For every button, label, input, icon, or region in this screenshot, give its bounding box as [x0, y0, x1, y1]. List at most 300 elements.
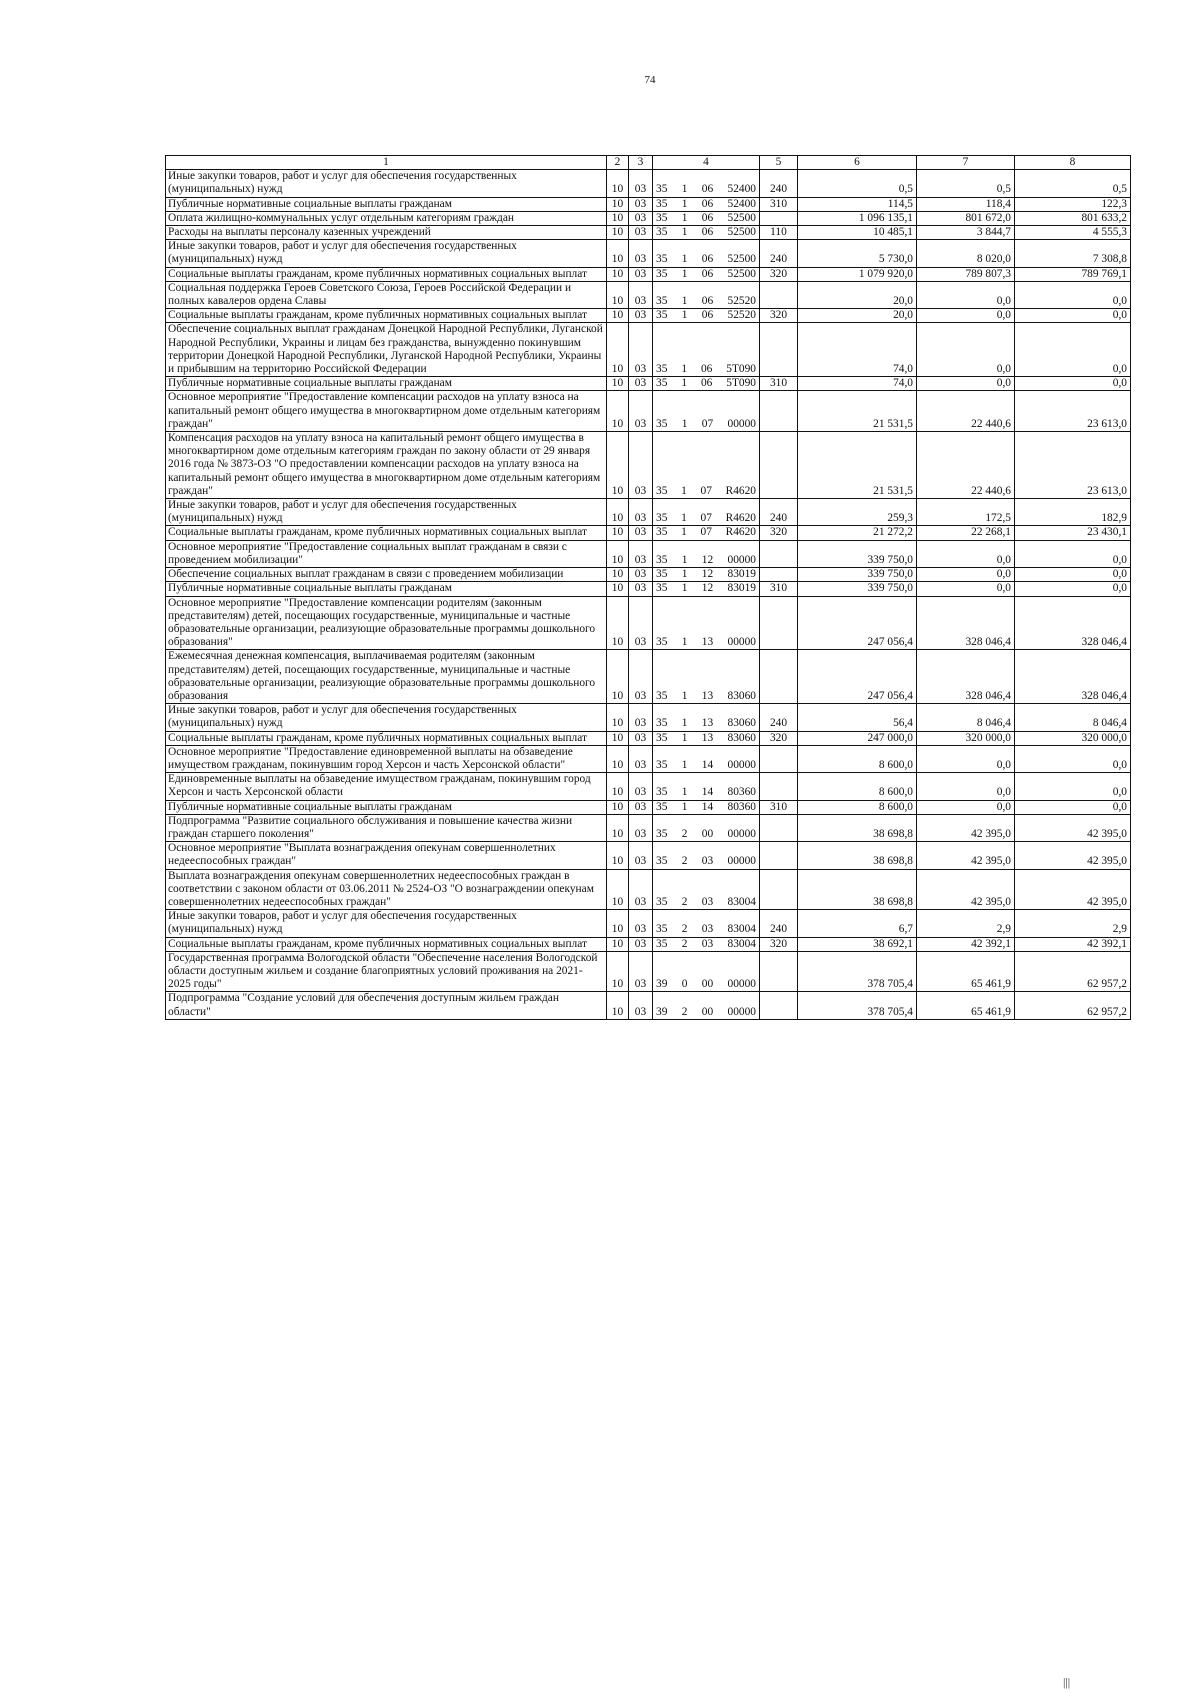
row-value-col6: 339 750,0 — [798, 540, 917, 567]
row-podrazdel: 03 — [629, 240, 653, 267]
row-razdel: 10 — [607, 731, 629, 745]
row-podrazdel: 03 — [629, 391, 653, 432]
kcsr-subprogram: 1 — [681, 377, 688, 390]
kcsr-direction: 00000 — [727, 553, 756, 566]
kcsr-program: 35 — [656, 717, 668, 730]
row-value-col7: 789 807,3 — [917, 267, 1015, 281]
row-target-article — [653, 323, 760, 377]
row-value-col7: 328 046,4 — [917, 596, 1015, 650]
row-value-col7: 801 672,0 — [917, 211, 1015, 225]
row-value-col6: 1 079 920,0 — [798, 267, 917, 281]
row-value-col8: 42 395,0 — [1015, 869, 1131, 910]
row-razdel: 10 — [607, 240, 629, 267]
row-value-col7: 42 395,0 — [917, 814, 1015, 841]
kcsr-measure: 03 — [701, 855, 714, 868]
table-row — [166, 800, 1131, 814]
kcsr-subprogram: 2 — [681, 855, 688, 868]
row-podrazdel: 03 — [629, 704, 653, 731]
row-value-col7: 2,9 — [917, 910, 1015, 937]
kcsr-direction: R4620 — [725, 526, 756, 539]
kcsr-program: 35 — [656, 786, 668, 799]
row-name: Основное мероприятие "Предоставление компенсации расходов на уплату взноса на капитальный ремонт общего имущества в многоквартирном доме отдельным категориям граждан" — [166, 391, 607, 432]
row-target-article — [653, 170, 760, 197]
row-podrazdel: 03 — [629, 432, 653, 499]
row-value-col6: 247 056,4 — [798, 596, 917, 650]
row-name: Иные закупки товаров, работ и услуг для обеспечения государственных (муниципальных) нужд — [166, 499, 607, 526]
header-cell: 1 — [166, 156, 607, 170]
row-target-article — [653, 650, 760, 704]
kcsr-program: 35 — [656, 253, 668, 266]
row-expense-type — [760, 391, 798, 432]
row-value-col7: 0,0 — [917, 582, 1015, 596]
row-razdel: 10 — [607, 842, 629, 869]
kcsr-measure: 07 — [700, 512, 712, 525]
row-value-col6: 21 272,2 — [798, 526, 917, 540]
kcsr-subprogram: 2 — [681, 937, 688, 950]
row-name: Публичные нормативные социальные выплаты гражданам — [166, 197, 607, 211]
kcsr-measure: 06 — [700, 363, 713, 376]
kcsr-subprogram: 1 — [681, 267, 688, 280]
kcsr-direction: 52400 — [727, 197, 756, 210]
kcsr-subprogram: 1 — [681, 526, 687, 539]
table-row — [166, 745, 1131, 772]
row-name: Подпрограмма "Развитие социального обслуживания и повышение качества жизни граждан старшего поколения" — [166, 814, 607, 841]
table-row — [166, 197, 1131, 211]
row-podrazdel: 03 — [629, 992, 653, 1019]
row-value-col7: 8 046,4 — [917, 704, 1015, 731]
row-value-col7: 0,0 — [917, 281, 1015, 308]
row-value-col7: 8 020,0 — [917, 240, 1015, 267]
row-razdel: 10 — [607, 582, 629, 596]
row-target-article — [653, 992, 760, 1019]
kcsr-subprogram: 1 — [681, 512, 687, 525]
row-value-col8: 0,0 — [1015, 568, 1131, 582]
row-value-col6: 56,4 — [798, 704, 917, 731]
kcsr-subprogram: 1 — [681, 211, 688, 224]
kcsr-subprogram: 1 — [681, 417, 688, 430]
table-row — [166, 842, 1131, 869]
kcsr-direction: 00000 — [727, 636, 756, 649]
row-podrazdel: 03 — [629, 540, 653, 567]
row-podrazdel: 03 — [629, 226, 653, 240]
row-name: Социальные выплаты гражданам, кроме публичных нормативных социальных выплат — [166, 731, 607, 745]
row-expense-type: 320 — [760, 526, 798, 540]
kcsr-program: 35 — [656, 211, 668, 224]
table-row — [166, 211, 1131, 225]
kcsr-subprogram: 1 — [681, 717, 688, 730]
row-name: Иные закупки товаров, работ и услуг для обеспечения государственных (муниципальных) нужд — [166, 910, 607, 937]
row-name: Социальные выплаты гражданам, кроме публичных нормативных социальных выплат — [166, 526, 607, 540]
row-podrazdel: 03 — [629, 323, 653, 377]
row-expense-type — [760, 540, 798, 567]
row-razdel: 10 — [607, 170, 629, 197]
row-value-col8: 320 000,0 — [1015, 731, 1131, 745]
kcsr-direction: 52500 — [727, 253, 756, 266]
row-name: Основное мероприятие "Выплата вознаграждения опекунам совершеннолетних недееспособных граждан" — [166, 842, 607, 869]
kcsr-measure: 13 — [701, 689, 714, 702]
row-name: Иные закупки товаров, работ и услуг для обеспечения государственных (муниципальных) нужд — [166, 240, 607, 267]
row-value-col7: 118,4 — [917, 197, 1015, 211]
table-row — [166, 814, 1131, 841]
row-value-col7: 42 392,1 — [917, 937, 1015, 951]
header-cell: 2 — [607, 156, 629, 170]
kcsr-direction: 52500 — [727, 211, 756, 224]
kcsr-program: 35 — [656, 800, 668, 813]
kcsr-measure: 13 — [701, 636, 714, 649]
row-expense-type: 310 — [760, 582, 798, 596]
row-value-col8: 328 046,4 — [1015, 596, 1131, 650]
table-row — [166, 526, 1131, 540]
kcsr-subprogram: 1 — [681, 484, 687, 497]
kcsr-program: 39 — [656, 978, 668, 991]
row-value-col7: 22 268,1 — [917, 526, 1015, 540]
header-row — [166, 156, 1131, 170]
row-value-col8: 801 633,2 — [1015, 211, 1131, 225]
row-value-col6: 38 698,8 — [798, 814, 917, 841]
kcsr-program: 35 — [656, 309, 668, 322]
kcsr-program: 35 — [656, 512, 668, 525]
row-value-col6: 10 485,1 — [798, 226, 917, 240]
row-value-col6: 259,3 — [798, 499, 917, 526]
kcsr-measure: 03 — [701, 937, 714, 950]
table-row — [166, 910, 1131, 937]
row-value-col8: 42 392,1 — [1015, 937, 1131, 951]
row-value-col7: 42 395,0 — [917, 842, 1015, 869]
kcsr-subprogram: 1 — [681, 689, 688, 702]
kcsr-measure: 13 — [701, 731, 714, 744]
row-podrazdel: 03 — [629, 499, 653, 526]
row-name: Единовременные выплаты на обзаведение имуществом гражданам, покинувшим город Херсон и часть Херсонской области — [166, 773, 607, 800]
kcsr-program: 35 — [656, 363, 668, 376]
row-razdel: 10 — [607, 391, 629, 432]
kcsr-measure: 06 — [701, 211, 714, 224]
row-value-col8: 182,9 — [1015, 499, 1131, 526]
kcsr-program: 35 — [656, 827, 668, 840]
kcsr-subprogram: 2 — [681, 1005, 688, 1018]
row-target-article — [653, 596, 760, 650]
row-target-article — [653, 910, 760, 937]
table-row — [166, 170, 1131, 197]
kcsr-program: 35 — [656, 636, 668, 649]
row-value-col7: 65 461,9 — [917, 951, 1015, 992]
row-value-col8: 23 430,1 — [1015, 526, 1131, 540]
kcsr-program: 35 — [656, 731, 668, 744]
kcsr-measure: 13 — [701, 717, 714, 730]
row-podrazdel: 03 — [629, 869, 653, 910]
header-cell: 6 — [798, 156, 917, 170]
kcsr-direction: 83060 — [727, 731, 756, 744]
kcsr-direction: 83004 — [727, 937, 756, 950]
kcsr-direction: 5Т090 — [726, 377, 756, 390]
row-razdel: 10 — [607, 377, 629, 391]
row-razdel: 10 — [607, 323, 629, 377]
row-expense-type — [760, 745, 798, 772]
row-value-col7: 22 440,6 — [917, 432, 1015, 499]
row-podrazdel: 03 — [629, 731, 653, 745]
kcsr-program: 35 — [656, 183, 668, 196]
row-value-col8: 0,0 — [1015, 323, 1131, 377]
row-razdel: 10 — [607, 197, 629, 211]
kcsr-direction: 83019 — [727, 568, 756, 581]
row-razdel: 10 — [607, 773, 629, 800]
row-target-article — [653, 731, 760, 745]
row-expense-type — [760, 869, 798, 910]
row-value-col8: 0,0 — [1015, 377, 1131, 391]
row-target-article — [653, 951, 760, 992]
row-name: Иные закупки товаров, работ и услуг для обеспечения государственных (муниципальных) нужд — [166, 170, 607, 197]
kcsr-program: 39 — [656, 1005, 668, 1018]
row-expense-type — [760, 951, 798, 992]
table-row — [166, 240, 1131, 267]
row-value-col8: 62 957,2 — [1015, 951, 1131, 992]
row-value-col8: 0,0 — [1015, 745, 1131, 772]
row-target-article — [653, 540, 760, 567]
row-name: Государственная программа Вологодской области "Обеспечение населения Вологодской области доступным жильем и создание благоприятных условий проживания на 2021-2025 годы" — [166, 951, 607, 992]
table-row — [166, 391, 1131, 432]
kcsr-measure: 06 — [701, 295, 714, 308]
table-row — [166, 432, 1131, 499]
row-value-col6: 20,0 — [798, 281, 917, 308]
table-row — [166, 377, 1131, 391]
kcsr-direction: 00000 — [727, 855, 756, 868]
row-expense-type — [760, 323, 798, 377]
row-name: Подпрограмма "Создание условий для обеспечения доступным жильем граждан области" — [166, 992, 607, 1019]
row-value-col6: 0,5 — [798, 170, 917, 197]
row-name: Социальные выплаты гражданам, кроме публичных нормативных социальных выплат — [166, 267, 607, 281]
row-value-col8: 0,0 — [1015, 281, 1131, 308]
row-name: Иные закупки товаров, работ и услуг для обеспечения государственных (муниципальных) нужд — [166, 704, 607, 731]
kcsr-measure: 07 — [701, 417, 714, 430]
table-row — [166, 596, 1131, 650]
kcsr-subprogram: 1 — [681, 226, 688, 239]
row-value-col6: 74,0 — [798, 323, 917, 377]
table-body — [166, 170, 1131, 1020]
row-value-col7: 0,0 — [917, 800, 1015, 814]
row-value-col8: 42 395,0 — [1015, 814, 1131, 841]
row-razdel: 10 — [607, 596, 629, 650]
row-value-col8: 23 613,0 — [1015, 432, 1131, 499]
kcsr-program: 35 — [656, 855, 668, 868]
kcsr-subprogram: 1 — [681, 786, 688, 799]
row-value-col6: 21 531,5 — [798, 432, 917, 499]
row-podrazdel: 03 — [629, 170, 653, 197]
kcsr-subprogram: 1 — [681, 183, 688, 196]
row-podrazdel: 03 — [629, 197, 653, 211]
kcsr-direction: 00000 — [727, 827, 756, 840]
table-row — [166, 992, 1131, 1019]
row-razdel: 10 — [607, 869, 629, 910]
row-value-col8: 0,0 — [1015, 309, 1131, 323]
row-podrazdel: 03 — [629, 267, 653, 281]
row-name: Публичные нормативные социальные выплаты гражданам — [166, 800, 607, 814]
kcsr-direction: 52520 — [727, 295, 756, 308]
row-razdel: 10 — [607, 745, 629, 772]
kcsr-direction: 80360 — [727, 800, 756, 813]
row-podrazdel: 03 — [629, 568, 653, 582]
row-razdel: 10 — [607, 281, 629, 308]
row-value-col6: 247 056,4 — [798, 650, 917, 704]
row-value-col8: 23 613,0 — [1015, 391, 1131, 432]
row-podrazdel: 03 — [629, 937, 653, 951]
kcsr-direction: 00000 — [727, 417, 756, 430]
row-target-article — [653, 377, 760, 391]
kcsr-subprogram: 1 — [681, 309, 688, 322]
row-value-col8: 0,0 — [1015, 773, 1131, 800]
kcsr-direction: 83004 — [727, 923, 756, 936]
row-name: Обеспечение социальных выплат гражданам Донецкой Народной Республики, Луганской Народной Республики, Украины и лицам без гражданства, вынужденно покинувшим территории Донецкой Народной Республики, Луганской Народной Республики, Украины и прибывшим на территорию Российской Федерации — [166, 323, 607, 377]
row-podrazdel: 03 — [629, 211, 653, 225]
table-row — [166, 499, 1131, 526]
kcsr-direction: 52400 — [727, 183, 756, 196]
row-razdel: 10 — [607, 704, 629, 731]
header-cell: 7 — [917, 156, 1015, 170]
kcsr-program: 35 — [656, 923, 668, 936]
table-row — [166, 267, 1131, 281]
kcsr-direction: 83060 — [727, 717, 756, 730]
row-podrazdel: 03 — [629, 910, 653, 937]
row-value-col7: 3 844,7 — [917, 226, 1015, 240]
table-row — [166, 773, 1131, 800]
row-podrazdel: 03 — [629, 800, 653, 814]
kcsr-direction: 00000 — [727, 978, 756, 991]
row-name: Основное мероприятие "Предоставление единовременной выплаты на обзаведение имуществом гражданам, покинувшим город Херсон и часть Херсонской области" — [166, 745, 607, 772]
row-razdel: 10 — [607, 432, 629, 499]
kcsr-program: 35 — [656, 197, 668, 210]
row-name: Обеспечение социальных выплат гражданам в связи с проведением мобилизации — [166, 568, 607, 582]
row-name: Ежемесячная денежная компенсация, выплачиваемая родителям (законным представителям) детей, посещающих государственные, муниципальные и частные образовательные организации, реализующие образовательные программы дошкольного образования — [166, 650, 607, 704]
table-row — [166, 226, 1131, 240]
kcsr-program: 35 — [656, 758, 668, 771]
row-value-col6: 247 000,0 — [798, 731, 917, 745]
row-expense-type: 310 — [760, 197, 798, 211]
table-row — [166, 951, 1131, 992]
kcsr-measure: 06 — [701, 267, 714, 280]
kcsr-subprogram: 1 — [681, 568, 688, 581]
kcsr-program: 35 — [656, 226, 668, 239]
row-value-col6: 339 750,0 — [798, 582, 917, 596]
row-razdel: 10 — [607, 526, 629, 540]
row-razdel: 10 — [607, 951, 629, 992]
kcsr-direction: 52500 — [727, 226, 756, 239]
row-value-col7: 0,5 — [917, 170, 1015, 197]
kcsr-direction: 5Т090 — [726, 363, 756, 376]
row-value-col7: 328 046,4 — [917, 650, 1015, 704]
row-value-col6: 20,0 — [798, 309, 917, 323]
row-target-article — [653, 432, 760, 499]
row-podrazdel: 03 — [629, 650, 653, 704]
row-expense-type: 240 — [760, 170, 798, 197]
row-expense-type — [760, 432, 798, 499]
table-row — [166, 650, 1131, 704]
kcsr-subprogram: 1 — [681, 582, 688, 595]
kcsr-subprogram: 1 — [681, 758, 688, 771]
row-target-article — [653, 582, 760, 596]
row-razdel: 10 — [607, 226, 629, 240]
row-value-col6: 8 600,0 — [798, 773, 917, 800]
row-name: Основное мероприятие "Предоставление компенсации родителям (законным представителям) детей, посещающих государственные, муниципальные и частные образовательные организации, реализующие образовательные программы дошкольного образования" — [166, 596, 607, 650]
kcsr-measure: 06 — [701, 253, 714, 266]
kcsr-subprogram: 2 — [681, 895, 688, 908]
kcsr-subprogram: 1 — [681, 731, 688, 744]
row-target-article — [653, 226, 760, 240]
row-value-col6: 74,0 — [798, 377, 917, 391]
kcsr-measure: 00 — [701, 827, 714, 840]
row-expense-type: 320 — [760, 267, 798, 281]
row-podrazdel: 03 — [629, 842, 653, 869]
kcsr-measure: 00 — [701, 1005, 714, 1018]
row-value-col8: 789 769,1 — [1015, 267, 1131, 281]
kcsr-measure: 07 — [700, 484, 712, 497]
row-value-col7: 65 461,9 — [917, 992, 1015, 1019]
row-name: Расходы на выплаты персоналу казенных учреждений — [166, 226, 607, 240]
kcsr-program: 35 — [656, 267, 668, 280]
row-target-article — [653, 814, 760, 841]
row-razdel: 10 — [607, 650, 629, 704]
row-razdel: 10 — [607, 814, 629, 841]
row-value-col8: 42 395,0 — [1015, 842, 1131, 869]
kcsr-measure: 12 — [701, 553, 714, 566]
row-value-col8: 0,0 — [1015, 800, 1131, 814]
kcsr-program: 35 — [656, 582, 668, 595]
row-value-col8: 328 046,4 — [1015, 650, 1131, 704]
row-value-col8: 4 555,3 — [1015, 226, 1131, 240]
table-row — [166, 309, 1131, 323]
row-expense-type: 320 — [760, 309, 798, 323]
row-target-article — [653, 391, 760, 432]
kcsr-measure: 06 — [701, 183, 714, 196]
row-expense-type — [760, 281, 798, 308]
row-value-col6: 21 531,5 — [798, 391, 917, 432]
row-value-col6: 6,7 — [798, 910, 917, 937]
row-expense-type: 320 — [760, 937, 798, 951]
table-row — [166, 323, 1131, 377]
row-value-col7: 42 395,0 — [917, 869, 1015, 910]
kcsr-measure: 03 — [701, 923, 714, 936]
row-expense-type — [760, 773, 798, 800]
kcsr-program: 35 — [656, 895, 668, 908]
kcsr-program: 35 — [656, 484, 668, 497]
row-value-col7: 0,0 — [917, 540, 1015, 567]
row-target-article — [653, 937, 760, 951]
row-value-col6: 5 730,0 — [798, 240, 917, 267]
kcsr-program: 35 — [656, 553, 668, 566]
row-name: Социальные выплаты гражданам, кроме публичных нормативных социальных выплат — [166, 309, 607, 323]
row-name: Публичные нормативные социальные выплаты гражданам — [166, 377, 607, 391]
kcsr-subprogram: 1 — [681, 197, 688, 210]
kcsr-measure: 00 — [701, 978, 714, 991]
row-razdel: 10 — [607, 499, 629, 526]
table-row — [166, 281, 1131, 308]
row-razdel: 10 — [607, 800, 629, 814]
header-cell: 4 — [653, 156, 760, 170]
row-value-col7: 0,0 — [917, 377, 1015, 391]
row-target-article — [653, 240, 760, 267]
row-value-col8: 7 308,8 — [1015, 240, 1131, 267]
row-razdel: 10 — [607, 910, 629, 937]
row-value-col6: 378 705,4 — [798, 951, 917, 992]
row-value-col8: 0,0 — [1015, 540, 1131, 567]
kcsr-direction: 80360 — [727, 786, 756, 799]
kcsr-subprogram: 1 — [681, 636, 688, 649]
row-podrazdel: 03 — [629, 596, 653, 650]
row-podrazdel: 03 — [629, 773, 653, 800]
row-value-col6: 1 096 135,1 — [798, 211, 917, 225]
row-value-col8: 2,9 — [1015, 910, 1131, 937]
header-cell: 8 — [1015, 156, 1131, 170]
row-value-col6: 8 600,0 — [798, 800, 917, 814]
kcsr-measure: 14 — [701, 786, 714, 799]
header-cell: 5 — [760, 156, 798, 170]
